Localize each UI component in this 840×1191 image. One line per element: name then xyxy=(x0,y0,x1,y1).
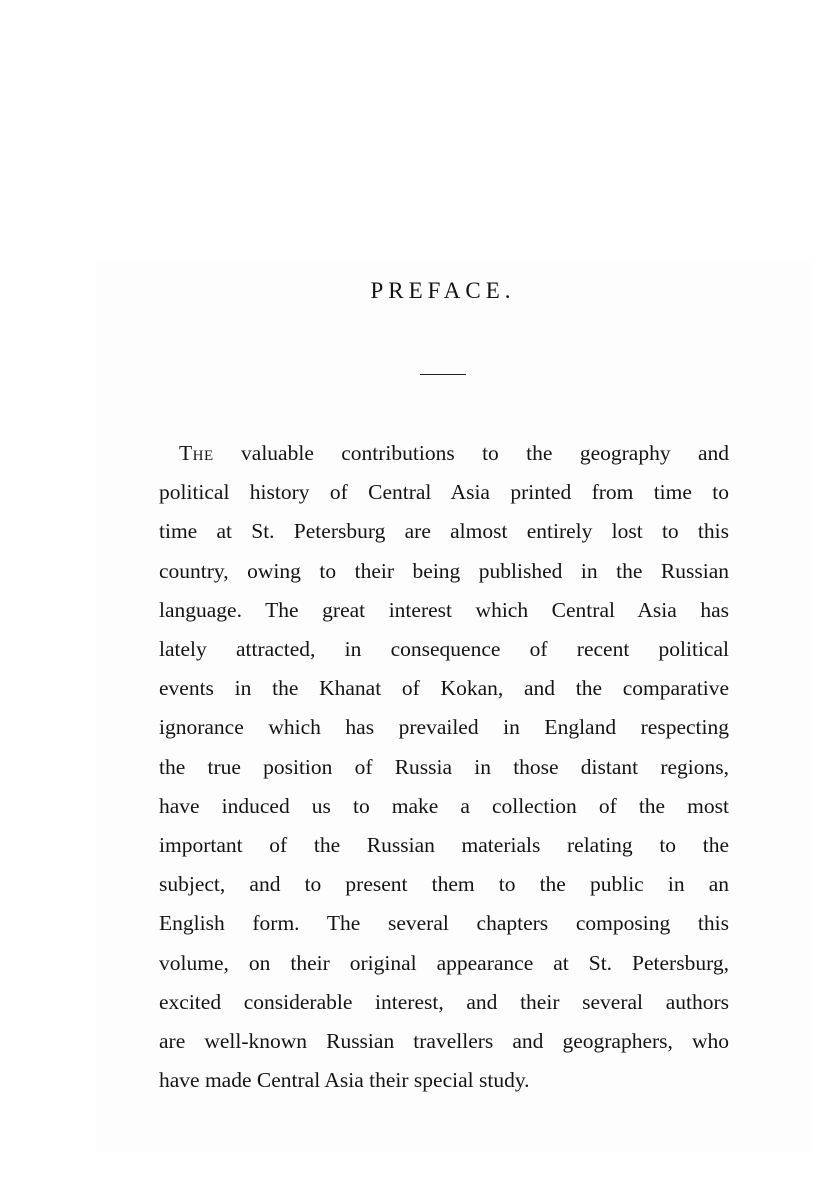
page-title: PREFACE. xyxy=(370,278,516,303)
text-line: political history of Central Asia printed from time to xyxy=(159,480,729,505)
text-line: have made Central Asia their special study. xyxy=(159,1068,530,1093)
text-line: excited considerable interest, and their several authors xyxy=(159,989,729,1014)
text-line: volume, on their original appearance at St. Petersburg, xyxy=(159,950,729,975)
lead-word: The xyxy=(179,441,214,465)
title-divider xyxy=(420,374,466,375)
preface-paragraph xyxy=(159,434,729,1100)
text-line: have induced us to make a collection of the most xyxy=(159,793,729,818)
text-line: are well-known Russian travellers and geographers, who xyxy=(159,1029,729,1054)
text-line: the true position of Russia in those distant regions, xyxy=(159,754,729,779)
text-line: subject, and to present them to the public in an xyxy=(159,872,729,897)
text-line: The valuable contributions to the geography and xyxy=(179,441,729,465)
text-line: lately attracted, in consequence of recent political xyxy=(159,637,729,662)
text-line: ignorance which has prevailed in England respecting xyxy=(159,715,729,740)
text-line: language. The great interest which Central Asia has xyxy=(159,597,729,622)
text-line: events in the Khanat of Kokan, and the comparative xyxy=(159,676,729,701)
text-line: time at St. Petersburg are almost entirely lost to this xyxy=(159,519,729,544)
text-line: important of the Russian materials relating to the xyxy=(159,833,729,858)
text-line: country, owing to their being published in the Russian xyxy=(159,558,729,583)
text-line: English form. The several chapters composing this xyxy=(159,911,729,936)
